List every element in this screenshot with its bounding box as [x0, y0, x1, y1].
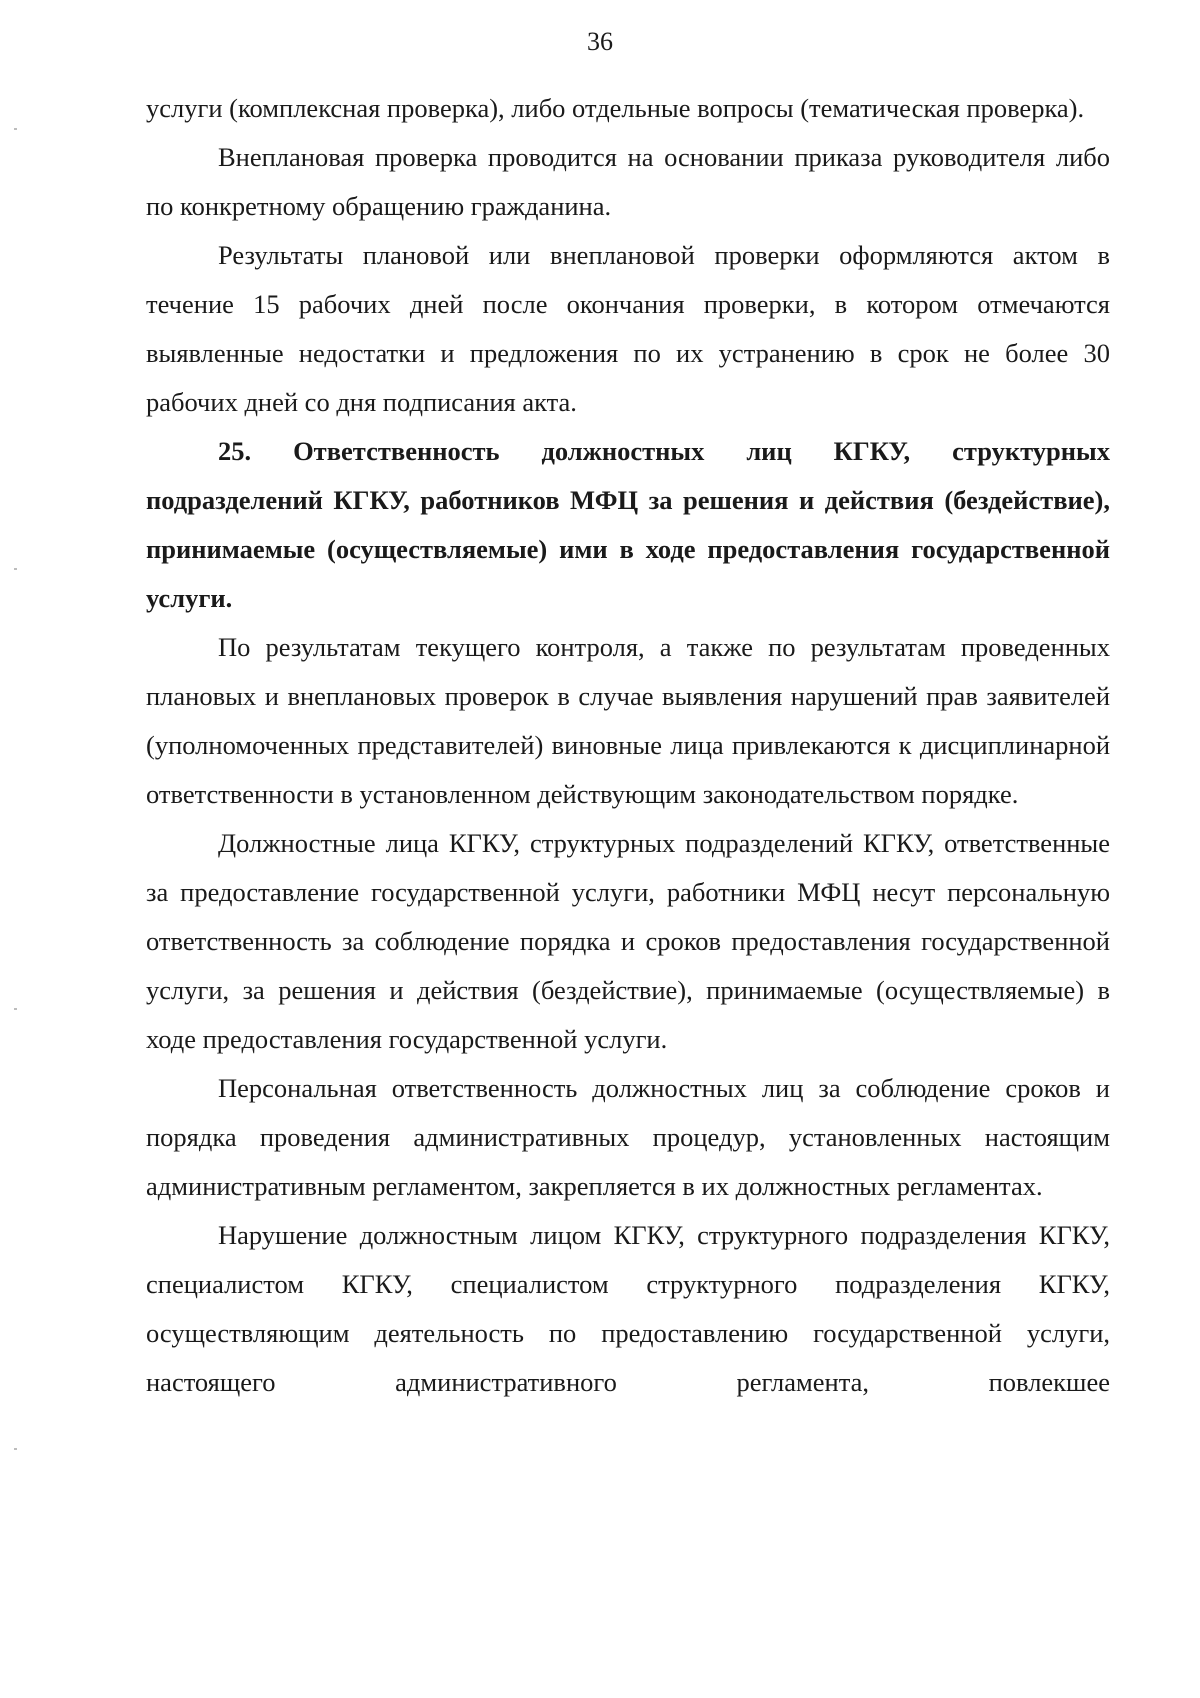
scan-artifact — [14, 1008, 17, 1010]
page-number: 36 — [587, 27, 613, 56]
section-heading: 25. Ответственность должностных лиц КГКУ, структурных подразделений КГКУ, работников МФЦ за решения и действия (бездействие), принимаемые (осуществляемые) ими в ходе предоставления государственной услуги. — [146, 436, 1110, 613]
paragraph: Результаты плановой или внеплановой проверки оформляются актом в течение 15 рабочих дней после окончания проверки, в котором отмечаются выявленные недостатки и предложения по их устранению в срок не более 30 рабочих дней со дня подписания акта. — [146, 240, 1110, 417]
paragraph: Должностные лица КГКУ, структурных подразделений КГКУ, ответственные за предоставление государственной услуги, работники МФЦ несут персональную ответственность за соблюдение порядка и сроков предоставления государственной услуги, за решения и действия (бездействие), принимаемые (осуществляемые) в ходе предоставления государственной услуги. — [146, 828, 1110, 1054]
scan-artifact — [14, 568, 17, 570]
paragraph: Персональная ответственность должностных лиц за соблюдение сроков и порядка проведения административных процедур, установленных настоящим административным регламентом, закрепляется в их должностных регламентах. — [146, 1073, 1110, 1201]
paragraph: По результатам текущего контроля, а также по результатам проведенных плановых и внеплановых проверок в случае выявления нарушений прав заявителей (уполномоченных представителей) виновные лица привлекаются к дисциплинарной ответственности в установленном действующим законодательством порядке. — [146, 632, 1110, 809]
paragraph: Нарушение должностным лицом КГКУ, структурного подразделения КГКУ, специалистом КГКУ, специалистом структурного подразделения КГКУ, осуществляющим деятельность по предоставлению государственной услуги, настоящего административного регламента, повлекшее — [146, 1220, 1110, 1397]
paragraph-continuation: услуги (комплексная проверка), либо отдельные вопросы (тематическая проверка). — [146, 93, 1085, 123]
scan-artifact — [14, 128, 17, 130]
paragraph: Внеплановая проверка проводится на основании приказа руководителя либо по конкретному обращению гражданина. — [146, 142, 1110, 221]
scan-artifact — [14, 1448, 17, 1450]
document-body — [146, 84, 1110, 1407]
